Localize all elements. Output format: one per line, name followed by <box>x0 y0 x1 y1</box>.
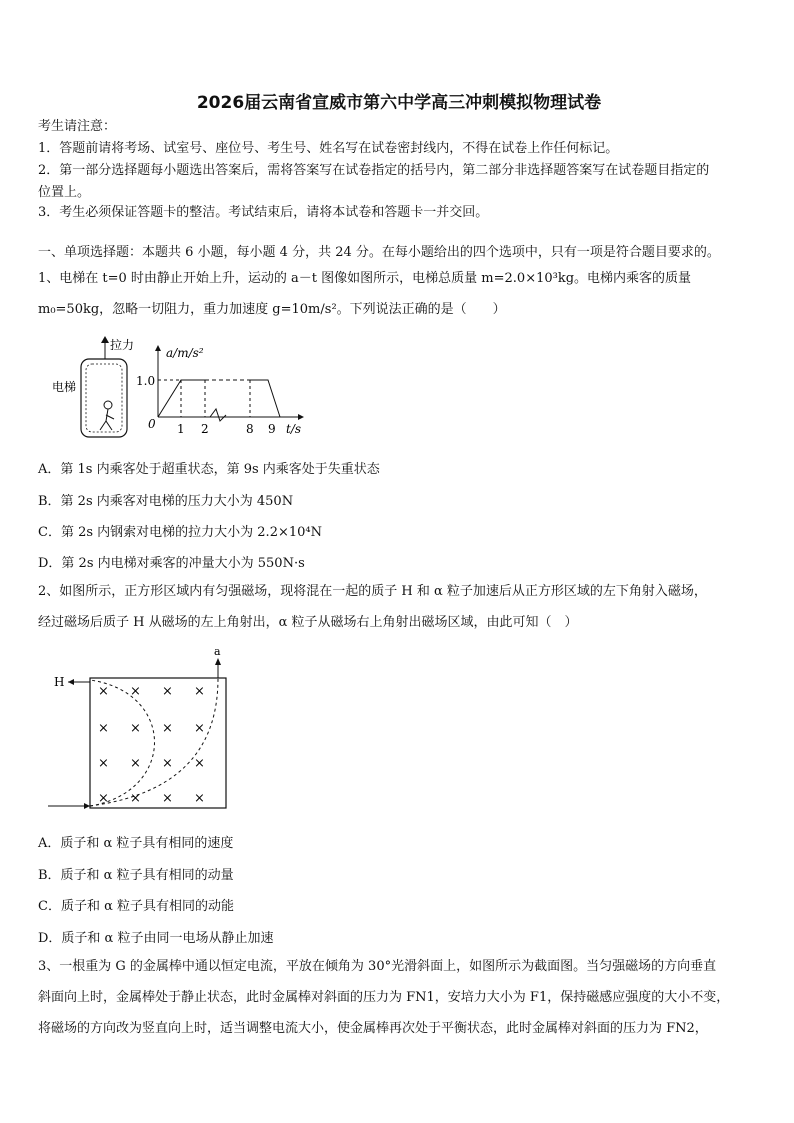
x-tick-2: 2 <box>201 422 209 436</box>
a-t-graph <box>136 345 304 436</box>
cross-mark: × <box>130 756 141 771</box>
cross-mark: × <box>162 721 173 736</box>
notice-item-3: 3．考生必须保证答题卡的整洁。考试结束后，请将本试卷和答题卡一并交回。 <box>38 205 489 220</box>
x-tick-9: 9 <box>268 422 276 436</box>
cross-mark: × <box>98 684 109 699</box>
q2-option-a: A．质子和 α 粒子具有相同的速度 <box>38 836 234 851</box>
cross-mark: × <box>194 721 205 736</box>
q3-stem-line2: 斜面向上时，金属棒处于静止状态，此时金属棒对斜面的压力为 FN1，安培力大小为 F1，保持磁感应强度的大小不变， <box>38 990 730 1005</box>
section-heading: 一、单项选择题：本题共 6 小题，每小题 4 分，共 24 分。在每小题给出的四个选项中，只有一项是符合题目要求的。 <box>38 245 720 260</box>
cross-mark: × <box>162 791 173 806</box>
x-tick-8: 8 <box>246 422 254 436</box>
cross-mark: × <box>98 756 109 771</box>
q2-stem-line2: 经过磁场后质子 H 从磁场的左上角射出，α 粒子从磁场右上角射出磁场区域，由此可知（ ） <box>38 615 578 630</box>
q1-option-a: A．第 1s 内乘客处于超重状态，第 9s 内乘客处于失重状态 <box>38 462 380 477</box>
notice-heading: 考生请注意： <box>38 119 117 134</box>
notice-item-1: 1．答题前请将考场、试室号、座位号、考生号、姓名写在试卷密封线内，不得在试卷上作任何标记。 <box>38 141 619 156</box>
q2-figure <box>46 642 246 814</box>
q1-option-d: D．第 2s 内电梯对乘客的冲量大小为 550N·s <box>38 556 305 571</box>
q1-option-c: C．第 2s 内钢索对电梯的拉力大小为 2.2×10⁴N <box>38 525 322 540</box>
elevator-label: 电梯 <box>52 380 77 394</box>
notice-item-2: 2．第一部分选择题每小题选出答案后，需将答案写在试卷指定的括号内，第二部分非选择题答案写在试卷题目指定的 <box>38 163 710 178</box>
field-region <box>90 678 226 808</box>
q3-stem-line3: 将磁场的方向改为竖直向上时，适当调整电流大小，使金属棒再次处于平衡状态，此时金属棒对斜面的压力为 FN2， <box>38 1021 708 1036</box>
q2-option-b: B．质子和 α 粒子具有相同的动量 <box>38 868 234 883</box>
cross-mark: × <box>194 756 205 771</box>
q2-stem-line1: 2、如图所示，正方形区域内有匀强磁场，现将混在一起的质子 H 和 α 粒子加速后从正方形区域的左下角射入磁场， <box>38 584 707 599</box>
y-axis-label: a/m/s² <box>166 346 204 360</box>
q2-option-d: D．质子和 α 粒子由同一电场从静止加速 <box>38 931 274 946</box>
y-tick-label: 1.0 <box>136 374 156 388</box>
cross-mark: × <box>130 721 141 736</box>
cross-mark: × <box>130 791 141 806</box>
page-title: 2026届云南省宣威市第六中学高三冲刺模拟物理试卷 <box>196 93 602 113</box>
pull-label: 拉力 <box>110 338 135 352</box>
notice-item-2-cont: 位置上。 <box>38 185 91 200</box>
cross-mark: × <box>98 791 109 806</box>
alpha-label: a <box>214 645 221 658</box>
field-crosses <box>98 684 205 806</box>
origin-label: 0 <box>148 417 156 431</box>
q1-option-b: B．第 2s 内乘客对电梯的压力大小为 450N <box>38 494 294 509</box>
q1-figure <box>50 335 310 440</box>
x-tick-1: 1 <box>177 422 185 436</box>
cross-mark: × <box>194 684 205 699</box>
cross-mark: × <box>162 756 173 771</box>
cross-mark: × <box>130 684 141 699</box>
proton-label: H <box>54 675 65 689</box>
elevator-drawing <box>52 336 134 437</box>
q2-option-c: C．质子和 α 粒子具有相同的动能 <box>38 899 234 914</box>
q3-stem-line1: 3、一根重为 G 的金属棒中通以恒定电流，平放在倾角为 30°光滑斜面上，如图所示为截面图。当匀强磁场的方向垂直 <box>38 959 717 974</box>
x-axis-label: t/s <box>286 422 302 436</box>
q1-stem-line1: 1、电梯在 t=0 时由静止开始上升，运动的 a－t 图像如图所示，电梯总质量 m=2.0×10³kg。电梯内乘客的质量 <box>38 271 692 286</box>
q1-stem-line2: m₀=50kg，忽略一切阻力，重力加速度 g=10m/s²。下列说法正确的是（ ） <box>38 302 506 317</box>
cross-mark: × <box>98 721 109 736</box>
cross-mark: × <box>194 791 205 806</box>
cross-mark: × <box>162 684 173 699</box>
